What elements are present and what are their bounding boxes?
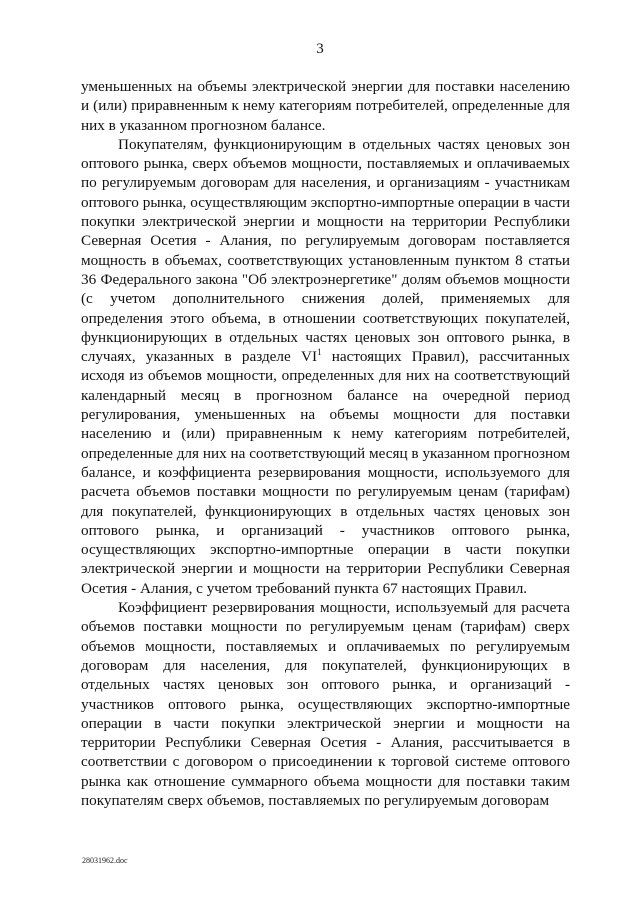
paragraph-1: уменьшенных на объемы электрической энергии для поставки населению и (или) приравненным к нему категориям потребителей, определенные для них в указанном прогнозном балансе. (81, 78, 570, 134)
paragraph-2-text-end: настоящих Правил), рассчитанных исходя из объемов мощности, определенных для них на соответствующий календарный месяц в прогнозном балансе на очередной период регулирования, уменьшенных на объемы мощности для поставки населению и (или) приравненным к нему категориям потребителей, определенные для них на соответствующий месяц в указанном прогнозном балансе, и коэффициента резервирования мощности, используемого для расчета объемов поставки мощности по регулируемым ценам (тарифам) для покупателей, функционирующих в отдельных частях ценовых зон оптового рынка, и организаций - участников оптового рынка, осуществляющих экспортно-импортные операции в части покупки электрической энергии и мощности на территории Республики Северная Осетия - Алания, с учетом требований пункта 67 настоящих Правил. (81, 348, 570, 597)
section-superscript: 1 (317, 347, 322, 358)
paragraph-3: Коэффициент резервирования мощности, используемый для расчета объемов поставки мощности по регулируемым ценам (тарифам) сверх объемов мощности, поставляемых и оплачиваемых по регулируемым договорам для населения, для покупателей, функционирующих в отдельных частях ценовых зон оптового рынка, и организаций - участников оптового рынка, осуществляющих экспортно-импортные операции в части покупки электрической энергии и мощности на территории Республики Северная Осетия - Алания, рассчитывается в соответствии с договором о присоединении к торговой системе оптового рынка как отношение суммарного объема мощности для поставки таким покупателям сверх объемов, поставляемых по регулируемым договорам (81, 599, 570, 809)
document-body (81, 77, 570, 810)
file-name-footer: 28031962.doc (82, 856, 128, 865)
page-number: 3 (316, 41, 324, 57)
paragraph-2 (81, 135, 570, 598)
paragraph-2-text-start: Покупателям, функционирующим в отдельных частях ценовых зон оптового рынка, сверх объемов мощности, поставляемых и оплачиваемых по регулируемым договорам для населения, и организациям - участникам оптового рынка, осуществляющим экспортно-импортные операции в части покупки электрической энергии и мощности на территории Республики Северная Осетия - Алания, по регулируемым договорам поставляется мощность в объемах, соответствующих установленным пунктом 8 статьи 36 Федерального закона "Об электроэнергетике" долям объемов мощности (с учетом дополнительного снижения долей, применяемых для определения этого объема, в отношении соответствующих покупателей, функционирующих в отдельных частях ценовых зон оптового рынка, в случаях, указанных в разделе VI (81, 135, 570, 366)
